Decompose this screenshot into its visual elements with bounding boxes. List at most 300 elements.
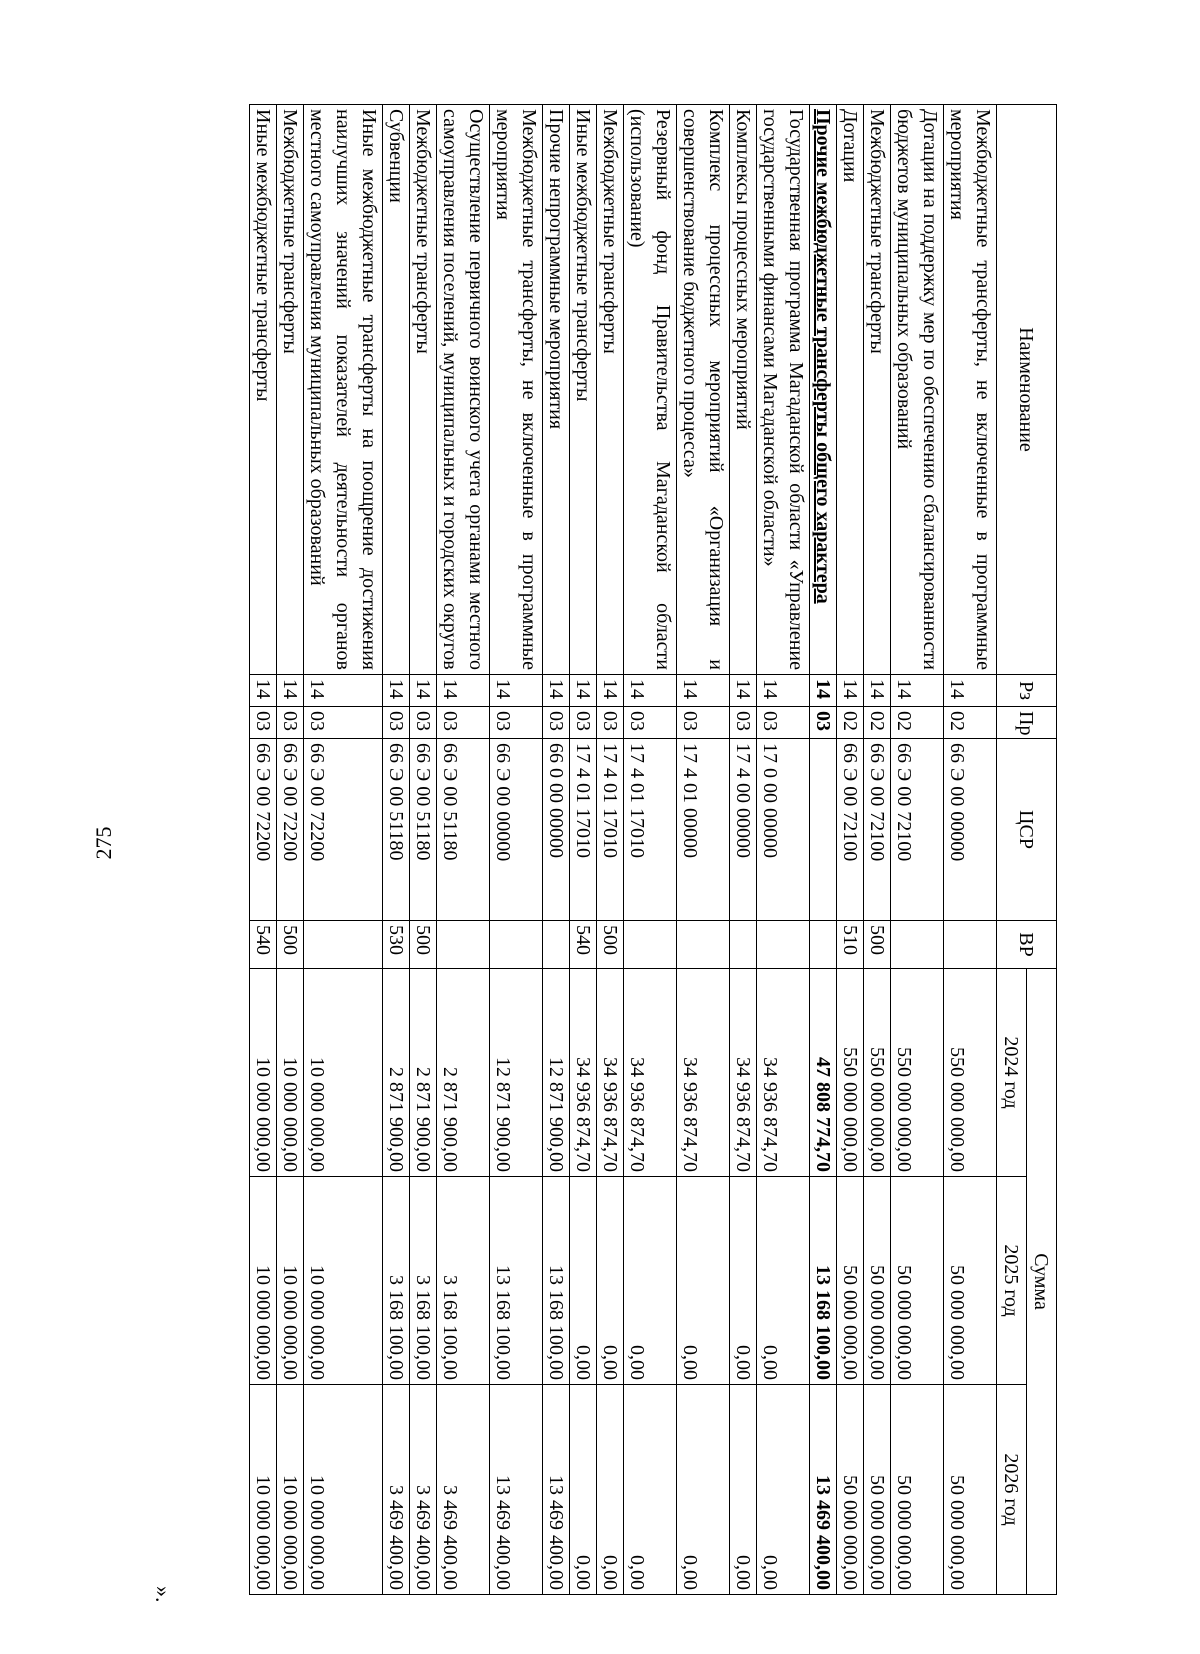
cell-y2026 [410,1385,437,1595]
cell-csr-text: 17 4 01 17010 [626,743,648,858]
cell-y2024 [383,969,410,1177]
cell-vr [543,921,570,969]
cell-rz [730,675,757,707]
cell-y2024-text: 47 808 774,70 [812,1057,834,1172]
cell-y2025 [410,1177,437,1385]
cell-y2024 [730,969,757,1177]
cell-y2025-text: 3 168 100,00 [385,1275,407,1380]
cell-y2024 [810,969,837,1177]
cell-name [597,105,624,675]
cell-y2025-text: 50 000 000,00 [893,1265,915,1380]
cell-y2024-text: 34 936 874,70 [599,1057,621,1172]
cell-csr [624,739,677,921]
cell-y2025-text: 0,00 [759,1345,781,1380]
cell-y2026 [864,1385,891,1595]
cell-y2024 [250,969,277,1177]
cell-vr [891,921,944,969]
cell-y2026-text: 50 000 000,00 [893,1475,915,1591]
cell-rz [410,675,437,707]
cell-y2026-text: 3 469 400,00 [385,1485,407,1591]
cell-rz [543,675,570,707]
cell-rz-text: 14 [439,679,461,699]
cell-csr [250,739,277,921]
cell-y2025-text: 10 000 000,00 [306,1265,328,1380]
cell-rz [304,675,383,707]
cell-y2026 [677,1385,730,1595]
cell-vr [944,921,997,969]
cell-vr [810,921,837,969]
cell-name [677,105,730,675]
cell-y2024-text: 10 000 000,00 [279,1057,301,1172]
cell-y2025 [383,1177,410,1385]
cell-y2025-text: 3 168 100,00 [439,1275,461,1380]
cell-y2025 [277,1177,304,1385]
cell-name-text: Осуществление первичного воинского учета органами местного самоуправления поселений, муниципальных и городских округов [439,109,487,670]
cell-y2024 [891,969,944,1177]
cell-y2024-text: 34 936 874,70 [732,1057,754,1172]
cell-y2025-text: 0,00 [626,1345,648,1380]
cell-name-text: Субвенции [385,109,407,203]
cell-pr-text: 02 [839,711,861,731]
cell-y2026-text: 3 469 400,00 [412,1485,434,1591]
header-sum: Сумма [1027,969,1057,1595]
table-body [250,105,997,1595]
cell-rz [250,675,277,707]
table-row [490,105,543,1595]
cell-pr [490,707,543,739]
cell-pr-text: 03 [492,711,514,731]
cell-y2026 [570,1385,597,1595]
cell-y2024 [677,969,730,1177]
header-csr: ЦСР [997,739,1057,921]
cell-pr [730,707,757,739]
cell-y2024-text: 550 000 000,00 [839,1047,861,1172]
cell-y2025-text: 3 168 100,00 [412,1275,434,1380]
cell-y2024 [437,969,490,1177]
cell-vr [277,921,304,969]
cell-y2024-text: 550 000 000,00 [866,1047,888,1172]
cell-csr-text: 66 Э 00 72100 [866,743,888,862]
cell-y2026-text: 10 000 000,00 [279,1475,301,1591]
cell-csr [437,739,490,921]
cell-y2026-text: 0,00 [732,1555,754,1591]
cell-csr-text: 17 4 01 17010 [572,743,594,858]
cell-name [837,105,864,675]
cell-csr [304,739,383,921]
cell-y2024 [304,969,383,1177]
cell-name-text: Дотации [839,109,861,183]
cell-name [383,105,410,675]
table-row [810,105,837,1595]
cell-pr-text: 03 [252,711,274,731]
cell-csr-text: 17 4 01 00000 [679,743,701,858]
table-row [677,105,730,1595]
cell-csr-text: 66 Э 00 72100 [893,743,915,862]
cell-vr [410,921,437,969]
cell-pr-text: 03 [439,711,461,731]
cell-y2026 [383,1385,410,1595]
cell-y2025-text: 50 000 000,00 [839,1265,861,1380]
cell-name [864,105,891,675]
cell-pr [277,707,304,739]
cell-csr [597,739,624,921]
cell-y2025 [624,1177,677,1385]
closing-quote-wrap [151,1586,204,1654]
cell-y2025 [837,1177,864,1385]
cell-vr-text: 510 [839,925,861,955]
cell-y2024-text: 34 936 874,70 [572,1057,594,1172]
cell-y2024 [624,969,677,1177]
cell-y2024-text: 34 936 874,70 [626,1057,648,1172]
cell-y2024-text: 2 871 900,00 [412,1067,434,1172]
cell-pr [543,707,570,739]
cell-name [810,105,837,675]
cell-y2026-text: 0,00 [679,1555,701,1591]
cell-y2025 [677,1177,730,1385]
cell-y2026 [277,1385,304,1595]
table-row [410,105,437,1595]
cell-rz [837,675,864,707]
cell-y2024-text: 34 936 874,70 [679,1057,701,1172]
cell-name-text: Межбюджетные трансферты, не включенные в программные мероприятия [492,109,540,670]
cell-csr-text: 66 Э 00 72200 [252,743,274,862]
cell-pr [624,707,677,739]
cell-name-text: Иные межбюджетные трансферты [252,109,274,402]
cell-rz-text: 14 [679,679,701,699]
cell-name [730,105,757,675]
cell-rz-text: 14 [759,679,781,699]
cell-csr [757,739,810,921]
table-row [277,105,304,1595]
cell-y2026 [490,1385,543,1595]
cell-name-text: Комплексы процессных мероприятий [732,109,754,430]
cell-name-text: Межбюджетные трансферты [866,109,888,354]
header-2026: 2026 год [997,1385,1027,1595]
cell-y2025-text: 10 000 000,00 [252,1265,274,1380]
cell-y2024-text: 12 871 900,00 [492,1057,514,1172]
cell-name [543,105,570,675]
table-row [891,105,944,1595]
table-row [250,105,277,1595]
cell-y2026 [837,1385,864,1595]
cell-csr [383,739,410,921]
cell-y2026 [730,1385,757,1595]
cell-csr-text: 66 Э 00 00000 [946,743,968,862]
cell-y2026 [757,1385,810,1595]
cell-name-text: Прочие межбюджетные трансферты общего характера [812,109,834,604]
cell-y2024 [944,969,997,1177]
cell-pr [597,707,624,739]
cell-y2026-text: 3 469 400,00 [439,1485,461,1591]
cell-vr-text: 500 [599,925,621,955]
cell-y2025 [250,1177,277,1385]
table-row [944,105,997,1595]
cell-y2024-text: 2 871 900,00 [385,1067,407,1172]
cell-y2025 [864,1177,891,1385]
cell-y2025 [437,1177,490,1385]
cell-pr-text: 02 [946,711,968,731]
cell-pr [383,707,410,739]
cell-y2024 [490,969,543,1177]
cell-y2026-text: 50 000 000,00 [839,1475,861,1591]
cell-vr [383,921,410,969]
cell-y2026 [891,1385,944,1595]
cell-rz-text: 14 [572,679,594,699]
cell-name-text: Межбюджетные трансферты [412,109,434,354]
cell-y2025-text: 0,00 [732,1345,754,1380]
cell-csr [810,739,837,921]
cell-y2026-text: 13 469 400,00 [492,1475,514,1591]
cell-csr-text: 66 Э 00 72200 [306,743,328,862]
cell-pr-text: 02 [893,711,915,731]
cell-rz [891,675,944,707]
cell-vr [570,921,597,969]
cell-y2024-text: 10 000 000,00 [252,1057,274,1172]
cell-vr [250,921,277,969]
cell-y2026-text: 13 469 400,00 [545,1475,567,1591]
cell-rz-text: 14 [306,679,328,699]
cell-name [250,105,277,675]
table-row [543,105,570,1595]
cell-y2024 [757,969,810,1177]
cell-y2025-text: 50 000 000,00 [946,1265,968,1380]
cell-rz [570,675,597,707]
cell-pr-text: 03 [732,711,754,731]
table-row [757,105,810,1595]
cell-y2025 [490,1177,543,1385]
cell-rz-text: 14 [732,679,754,699]
cell-y2026 [250,1385,277,1595]
cell-y2026-text: 0,00 [599,1555,621,1591]
cell-name-text: Межбюджетные трансферты, не включенные в программные мероприятия [946,109,994,670]
cell-vr [597,921,624,969]
table-row [597,105,624,1595]
cell-y2025 [944,1177,997,1385]
cell-y2025 [543,1177,570,1385]
cell-y2026 [624,1385,677,1595]
cell-name [757,105,810,675]
cell-rz-text: 14 [626,679,648,699]
cell-csr-text: 66 Э 00 72200 [279,743,301,862]
cell-pr-text: 03 [306,711,328,731]
cell-name [490,105,543,675]
cell-rz-text: 14 [812,679,834,699]
cell-rz [757,675,810,707]
cell-rz-text: 14 [946,679,968,699]
cell-csr [410,739,437,921]
cell-csr [490,739,543,921]
cell-csr [730,739,757,921]
cell-rz [437,675,490,707]
cell-y2024 [864,969,891,1177]
cell-pr-text: 03 [759,711,781,731]
cell-rz-text: 14 [839,679,861,699]
cell-name-text: Иные межбюджетные трансферты на поощрение достижения наилучших значений показателей деятельности органов местного самоуправления муниципальных образований [306,109,380,670]
cell-rz [490,675,543,707]
cell-y2025 [891,1177,944,1385]
cell-rz-text: 14 [385,679,407,699]
cell-y2026-text: 10 000 000,00 [306,1475,328,1591]
cell-y2026 [810,1385,837,1595]
cell-csr-text: 66 Э 00 51180 [385,743,407,861]
cell-vr [490,921,543,969]
cell-rz-text: 14 [545,679,567,699]
cell-y2026 [437,1385,490,1595]
cell-rz [677,675,730,707]
cell-y2024-text: 12 871 900,00 [545,1057,567,1172]
cell-rz-text: 14 [252,679,274,699]
cell-pr [837,707,864,739]
cell-pr [250,707,277,739]
cell-pr-text: 03 [279,711,301,731]
cell-y2025-text: 0,00 [599,1345,621,1380]
cell-csr-text: 66 Э 00 72100 [839,743,861,862]
cell-name [624,105,677,675]
budget-table [249,104,1057,1595]
cell-pr-text: 03 [812,711,834,731]
cell-y2025-text: 13 168 100,00 [545,1265,567,1380]
cell-y2025-text: 0,00 [572,1345,594,1380]
cell-name-text: Комплекс процессных мероприятий «Организация и совершенствование бюджетного процесса» [679,109,727,670]
cell-vr-text: 500 [279,925,301,955]
cell-rz-text: 14 [866,679,888,699]
cell-csr [543,739,570,921]
cell-pr [570,707,597,739]
rotated-page-content [151,104,1057,1603]
cell-y2026 [944,1385,997,1595]
table-row [864,105,891,1595]
cell-y2024 [597,969,624,1177]
cell-vr [677,921,730,969]
cell-vr-text: 530 [385,925,407,955]
cell-csr [677,739,730,921]
cell-pr [864,707,891,739]
cell-y2024-text: 550 000 000,00 [946,1047,968,1172]
cell-y2026-text: 10 000 000,00 [252,1475,274,1591]
cell-name-text: Иные межбюджетные трансферты [572,109,594,402]
cell-csr-text: 17 0 00 00000 [759,743,781,858]
cell-name [944,105,997,675]
cell-y2024-text: 34 936 874,70 [759,1057,781,1172]
cell-name-text: Дотации на поддержку мер по обеспечению сбалансированности бюджетов муниципальных образований [893,109,941,670]
cell-vr [864,921,891,969]
cell-y2025-text: 0,00 [679,1345,701,1380]
cell-name [410,105,437,675]
cell-csr [277,739,304,921]
cell-pr-text: 03 [545,711,567,731]
cell-y2025-text: 50 000 000,00 [866,1265,888,1380]
cell-y2026-text: 50 000 000,00 [946,1475,968,1591]
cell-rz-text: 14 [893,679,915,699]
cell-name [277,105,304,675]
cell-pr [944,707,997,739]
table-row [730,105,757,1595]
header-rz: Рз [997,675,1057,707]
cell-pr [757,707,810,739]
cell-pr-text: 03 [385,711,407,731]
cell-csr [864,739,891,921]
cell-y2026-text: 50 000 000,00 [866,1475,888,1591]
cell-rz [944,675,997,707]
cell-rz [810,675,837,707]
header-2024: 2024 год [997,969,1027,1177]
cell-csr-text: 66 Э 00 51180 [412,743,434,861]
cell-y2026-text: 0,00 [572,1555,594,1591]
table-row [383,105,410,1595]
cell-rz [864,675,891,707]
cell-y2025 [810,1177,837,1385]
cell-pr-text: 03 [572,711,594,731]
cell-rz [597,675,624,707]
cell-csr [570,739,597,921]
header-name: Наименование [997,105,1057,675]
table-row [570,105,597,1595]
cell-csr [944,739,997,921]
cell-y2024-text: 2 871 900,00 [439,1067,461,1172]
cell-csr-text: 17 4 00 00000 [732,743,754,858]
cell-vr-text: 540 [572,925,594,955]
cell-y2025 [757,1177,810,1385]
cell-y2024-text: 10 000 000,00 [306,1057,328,1172]
cell-y2025-text: 13 168 100,00 [812,1265,834,1380]
cell-name [570,105,597,675]
cell-csr-text: 17 4 01 17010 [599,743,621,858]
cell-name-text: Прочие непрограммные мероприятия [545,109,567,430]
cell-y2026-text: 13 469 400,00 [812,1475,834,1591]
cell-pr [437,707,490,739]
cell-name [304,105,383,675]
cell-name-text: Резервный фонд Правительства Магаданской области (использование) [626,109,674,670]
cell-rz [624,675,677,707]
cell-vr-text: 540 [252,925,274,955]
cell-vr-text: 500 [866,925,888,955]
cell-y2025 [570,1177,597,1385]
cell-name-text: Межбюджетные трансферты [599,109,621,354]
cell-y2024 [543,969,570,1177]
cell-vr [437,921,490,969]
cell-y2025-text: 13 168 100,00 [492,1265,514,1380]
cell-rz-text: 14 [279,679,301,699]
cell-y2025 [304,1177,383,1385]
cell-y2026 [597,1385,624,1595]
header-pr: Пр [997,707,1057,739]
cell-pr-text: 03 [412,711,434,731]
cell-y2026 [304,1385,383,1595]
page-number: 275 [91,826,116,860]
cell-csr [891,739,944,921]
cell-rz-text: 14 [412,679,434,699]
table-row [624,105,677,1595]
cell-name-text: Государственная программа Магаданской области «Управление государственными финансами Магаданской области» [759,109,807,670]
cell-vr [757,921,810,969]
cell-rz-text: 14 [492,679,514,699]
cell-pr-text: 03 [679,711,701,731]
cell-pr [677,707,730,739]
cell-csr-text: 66 0 00 00000 [545,743,567,858]
cell-y2026-text: 0,00 [626,1555,648,1591]
cell-y2025-text: 10 000 000,00 [279,1265,301,1380]
cell-vr [304,921,383,969]
cell-y2024 [570,969,597,1177]
cell-y2025 [597,1177,624,1385]
cell-pr-text: 02 [866,711,888,731]
cell-y2025 [730,1177,757,1385]
cell-y2026 [543,1385,570,1595]
cell-y2024 [837,969,864,1177]
cell-y2026-text: 0,00 [759,1555,781,1591]
cell-pr [810,707,837,739]
header-2025: 2025 год [997,1177,1027,1385]
